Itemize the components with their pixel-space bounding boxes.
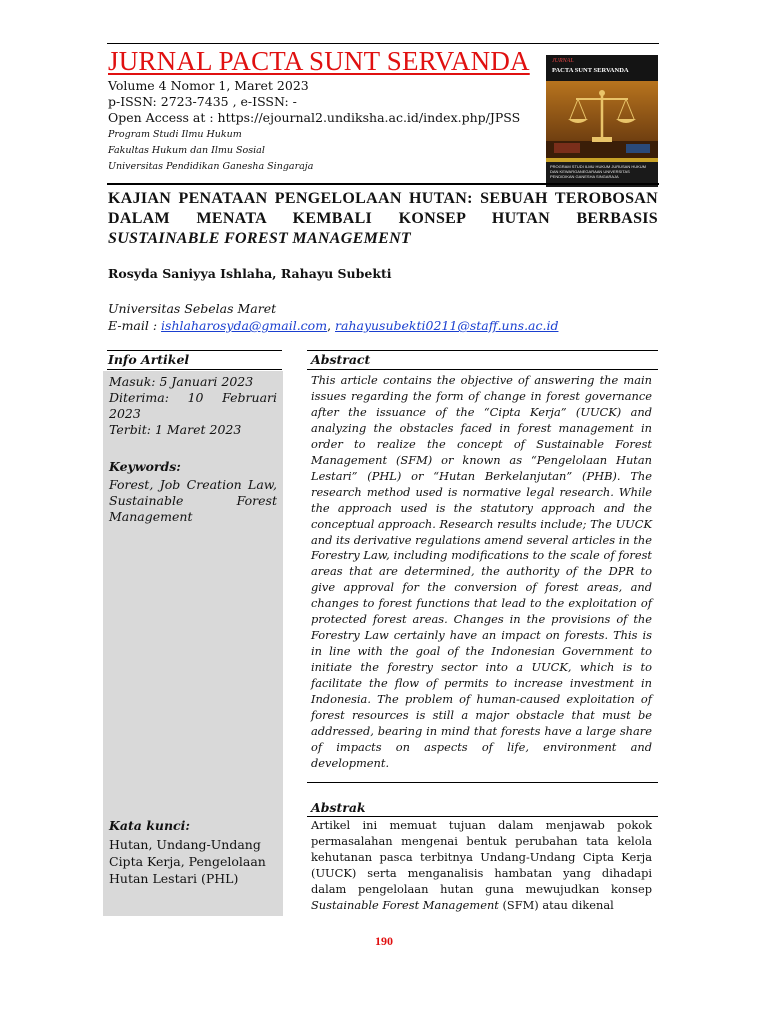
abstract-header: Abstract [311,352,371,367]
article-emails [108,318,558,333]
abstrak-text-part: Artikel ini memuat tujuan dalam menjawab pokok permasalahan mengenai bentuk perubahan tata kelola kehutanan pasca terbitnya Undang-Undang Cipta Kerja (UUCK) serta menganalisis hambatan yang dihadapi dalam pengelolaan hutan guna mewujudkan konsep [311,818,652,896]
cover-footer-text: PROGRAM STUDI ILMU HUKUM JURUSAN HUKUM DAN KEWARGANEGARAAN UNIVERSITAS PENDIDIKAN GANESHA SINGARAJA [550,164,647,179]
journal-issn: p-ISSN: 2723-7435 , e-ISSN: - [108,94,297,109]
page-number: 190 [375,934,393,948]
abstrak-text-part: (SFM) atau dikenal [498,897,614,912]
email-link[interactable]: rahayusubekti0211@staff.uns.ac.id [335,318,559,333]
top-rule [107,43,659,44]
kata-kunci: Hutan, Undang-Undang Cipta Kerja, Pengelolaan Hutan Lestari (PHL) [109,837,266,886]
institution-line: Fakultas Hukum dan Ilmu Sosial [108,145,265,156]
article-title-line: KAJIAN PENATAAN PENGELOLAAN HUTAN: SEBUAH TEROBOSAN [108,190,658,207]
info-header-rule [107,369,282,370]
journal-cover-image [546,55,658,187]
info-sidebar [103,371,283,916]
email-label: E-mail : [108,318,162,333]
article-title [108,189,658,249]
journal-volume: Volume 4 Nomor 1, Maret 2023 [108,78,309,93]
abstract-bottom-rule [307,782,658,783]
date-received: Masuk: 5 Januari 2023 [109,374,254,389]
date-published: Terbit: 1 Maret 2023 [109,422,242,437]
article-affiliation: Universitas Sebelas Maret [108,301,277,316]
journal-title: JURNAL PACTA SUNT SERVANDA [108,46,530,76]
info-header: Info Artikel [108,352,190,367]
abstract-header-rule [307,369,658,370]
article-title-line: DALAM MENATA KEMBALI KONSEP HUTAN BERBASIS [108,210,658,227]
keywords-label: Keywords: [109,459,181,474]
info-top-rule [107,350,282,351]
header-rule [107,183,659,185]
abstract-text: This article contains the objective of answering the main issues regarding the form of change in forest governance after the issuance of the “Cipta Kerja” (UUCK) and analyzing the obstacles faced in forest management in order to realize the concept of Sustainable Forest Management (SFM) or known as “Pengelolaan Hutan Lestari” (PHL) or “Hutan Berkelanjutan” (PHB). The research method used is normative legal research. While the approach used is the statutory approach and the conceptual approach. Research results include; The UUCK and its derivative regulations amend several articles in the Forestry Law, including modifications to the scale of forest areas that are determined, the authority of the DPR to give approval for the conversion of forest areas, and changes to forest functions that lead to the exploitation of protected forest areas. Changes in the provisions of the Forestry Law certainly have an impact on forests. This is in line with the goal of the Indonesian Government to initiate the forestry sector into a UUCK, which is to facilitate the flow of permits to increase investment in Indonesia. The problem of human-caused exploitation of forest resources is still a major obstacle that must be addressed, bearing in mind that forests have a large share of impacts on aspects of life, environment and development. [311,373,653,770]
abstract-top-rule [307,350,658,351]
email-link[interactable]: ishlaharosyda@gmail.com [161,318,328,333]
article-dates [109,374,277,438]
cover-title: PACTA SUNT SERVANDA [552,67,629,74]
institution-line: Program Studi Ilmu Hukum [108,129,242,140]
abstrak-header: Abstrak [311,800,366,815]
keywords: Forest, Job Creation Law, Sustainable Forest Management [109,477,277,524]
kata-kunci-label: Kata kunci: [109,818,190,833]
abstrak-text [311,818,652,913]
abstrak-header-rule [307,816,658,817]
date-accepted: Diterima: 10 Februari 2023 [109,390,277,421]
institution-line: Universitas Pendidikan Ganesha Singaraja [108,161,314,172]
article-authors: Rosyda Saniyya Ishlaha, Rahayu Subekti [108,266,392,281]
scales-of-justice-icon [546,81,658,159]
cover-band [546,158,658,162]
journal-open-access[interactable]: Open Access at : https://ejournal2.undiksha.ac.id/index.php/JPSS [108,110,521,125]
article-title-line: SUSTAINABLE FOREST MANAGEMENT [108,230,412,247]
email-separator: , [327,318,336,333]
abstrak-text-italic: Sustainable Forest Management [311,897,499,912]
cover-title-small: JURNAL [552,58,574,64]
